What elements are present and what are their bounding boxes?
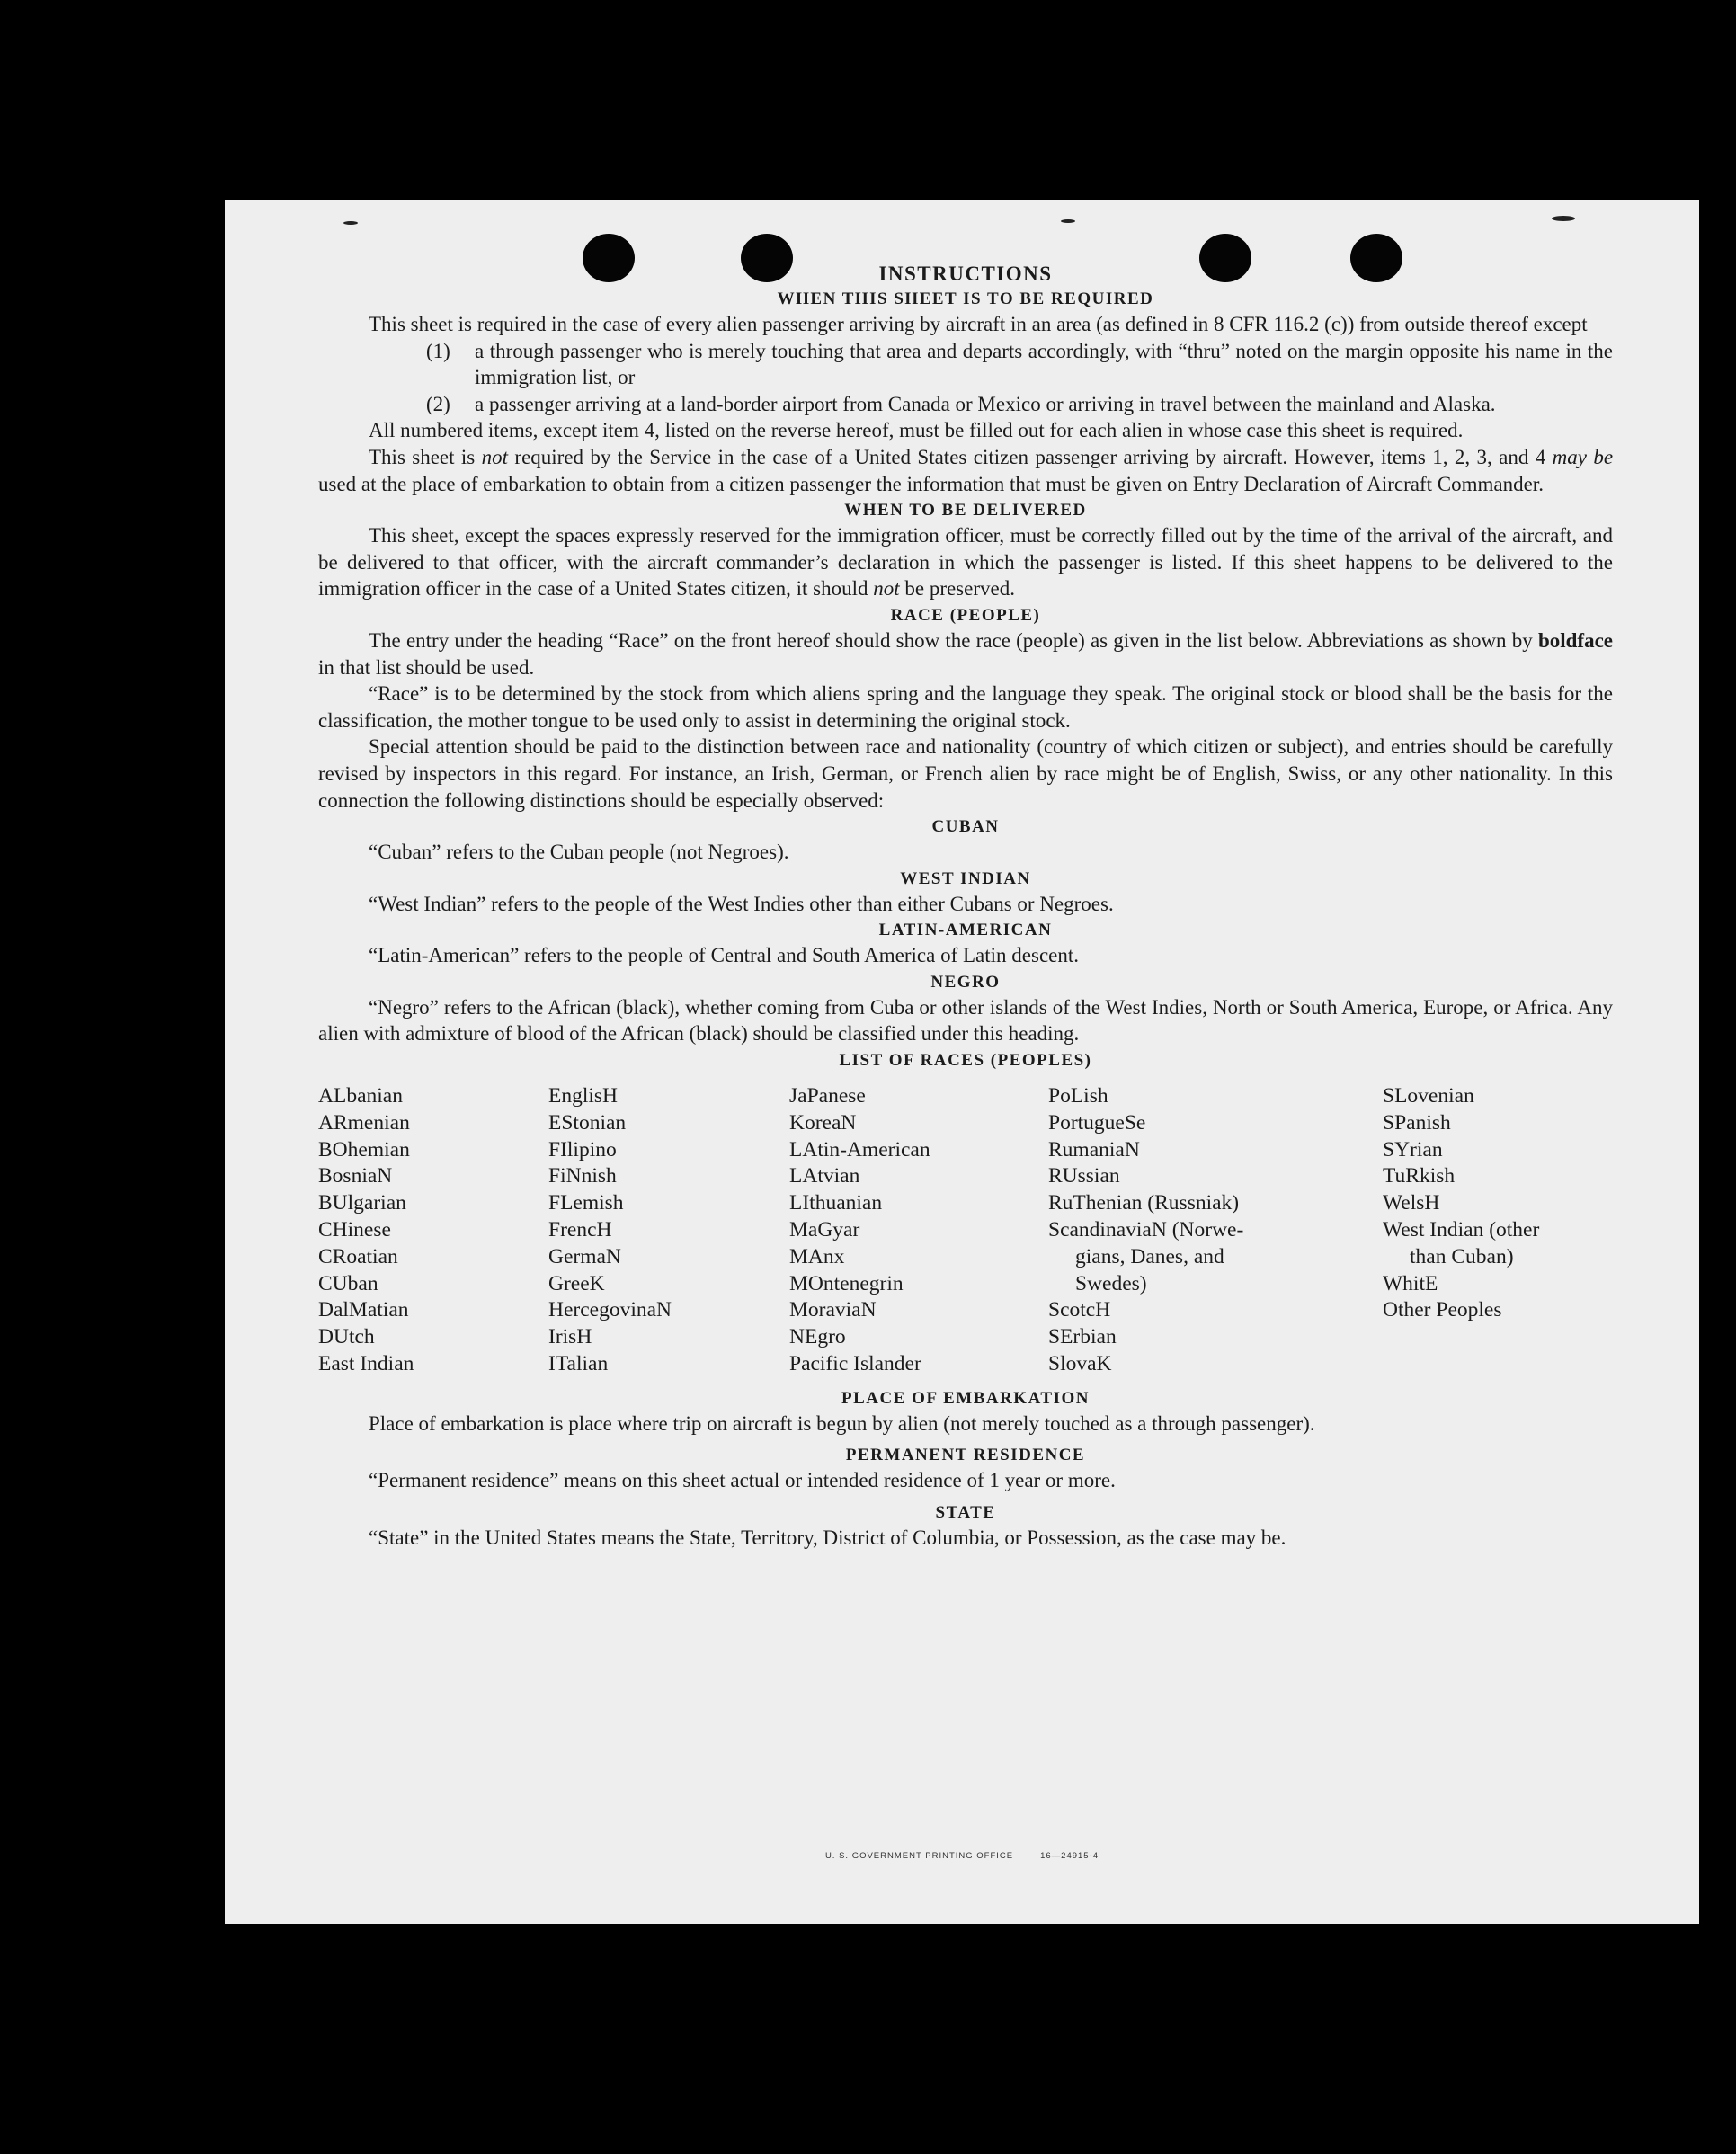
race-entry: DUtch [318, 1325, 375, 1349]
race-entry: ALbanian [318, 1084, 403, 1108]
race-entry: BosniaN [318, 1164, 393, 1188]
race-entry: SlovaK [1048, 1352, 1112, 1376]
race-entry: MAnx [789, 1244, 845, 1268]
heading-negro: NEGRO [930, 972, 1001, 992]
paragraph-delivered: This sheet, except the spaces expressly reserved for the immigration officer, must be correctly filled out by the time of the arrival of the aircraft, and be delivered to that officer, with the aircraft commander’s declaration in which the passenger is listed. If this sheet happens to be delivered to the immigration officer in the case of a United States citizen, it should not be preserved. [318, 524, 1613, 601]
race-entry: CUban [318, 1271, 378, 1295]
race-entry: West Indian (other [1383, 1218, 1540, 1242]
exception-item-2 [318, 391, 1613, 418]
ink-speck [343, 221, 358, 225]
exception-number: (1) [426, 339, 450, 362]
race-column [548, 1083, 789, 1378]
exception-item-1 [318, 338, 1613, 391]
paragraph-special-attention: Special attention should be paid to the distinction between race and nationality (country of which citizen or subject), and entries should be carefully revised by inspectors in this regard. For instance, an Irish, German, or French alien by race might be of English, Swiss, or any other nationality. In this connection the following distinctions should be especially observed: [318, 735, 1613, 812]
race-entry: ScandinaviaN (Norwe- [1048, 1218, 1244, 1242]
race-entry: RuThenian (Russniak) [1048, 1191, 1240, 1215]
race-entry: CHinese [318, 1218, 391, 1242]
race-entry: ScotcH [1048, 1298, 1111, 1322]
printer-imprint [225, 1851, 1699, 1861]
race-entry: GermaN [548, 1244, 621, 1268]
race-entry: TuRkish [1383, 1164, 1456, 1188]
race-entry: PoLish [1048, 1084, 1108, 1108]
race-entry: RumaniaN [1048, 1137, 1140, 1162]
race-entry-continuation: Swedes) [1075, 1271, 1147, 1295]
paragraph-race-stock: “Race” is to be determined by the stock from which aliens spring and the language they speak. The original stock or blood shall be the basis for the classification, the mother tongue to be used only to assist in determining the original stock. [318, 682, 1613, 732]
race-entry: BUlgarian [318, 1191, 406, 1215]
instructions-content [318, 261, 1613, 1552]
heading-when-delivered: WHEN TO BE DELIVERED [844, 501, 1087, 521]
race-entry: WhitE [1383, 1271, 1438, 1295]
heading-race: RACE (PEOPLE) [890, 605, 1041, 625]
race-entry-continuation: than Cuban) [1410, 1244, 1514, 1268]
ink-speck [1061, 219, 1075, 223]
heading-latin-american: LATIN-AMERICAN [878, 921, 1053, 940]
heading-list-of-races: LIST OF RACES (PEOPLES) [839, 1051, 1092, 1071]
race-entry: SPanish [1383, 1110, 1451, 1135]
definition-cuban: “Cuban” refers to the Cuban people (not Negroes). [369, 841, 789, 864]
heading-place-of-embarkation: PLACE OF EMBARKATION [841, 1388, 1090, 1408]
race-entry: SLovenian [1383, 1084, 1474, 1108]
race-entry: LAtvian [789, 1164, 860, 1188]
race-entry: HercegovinaN [548, 1298, 672, 1322]
exception-number: (2) [426, 392, 450, 415]
printer-name: U. S. GOVERNMENT PRINTING OFFICE [824, 1851, 1014, 1861]
definition-latin-american: “Latin-American” refers to the people of Central and South America of Latin descent. [369, 944, 1079, 967]
definition-negro: “Negro” refers to the African (black), whether coming from Cuba or other islands of the West Indies, North or South America, Europe, or Africa. Any alien with admixture of blood of the African (black) should be classified under this heading. [318, 995, 1613, 1046]
paragraph-numbered-items: All numbered items, except item 4, listed on the reverse hereof, must be filled out for each alien in whose case this sheet is required. [369, 419, 1464, 442]
race-entry: Pacific Islander [789, 1352, 921, 1376]
race-entry: FiNnish [548, 1164, 617, 1188]
race-entry: LIthuanian [789, 1191, 883, 1215]
race-entry: DalMatian [318, 1298, 409, 1322]
race-entry: MOntenegrin [789, 1271, 904, 1295]
race-entry: SErbian [1048, 1325, 1117, 1349]
paragraph-citizen: This sheet is not required by the Service in the case of a United States citizen passenger arriving by aircraft. However, items 1, 2, 3, and 4 may be used at the place of embarkation to obtain from a citizen passenger the information that must be given on Entry Declaration of Aircraft Commander. [318, 445, 1614, 495]
race-column [1383, 1083, 1598, 1378]
heading-west-indian: WEST INDIAN [900, 868, 1031, 888]
exception-text: a through passenger who is merely touching that area and departs accordingly, with “thru” noted on the margin opposite his name in the immigration list, or [475, 339, 1613, 389]
race-entry-continuation: gians, Danes, and [1075, 1244, 1224, 1268]
race-entry: IrisH [548, 1325, 592, 1349]
heading-instructions: INSTRUCTIONS [878, 263, 1053, 285]
race-entry: CRoatian [318, 1244, 398, 1268]
document-page [225, 200, 1699, 1924]
race-entry: FIlipino [548, 1137, 617, 1162]
race-entry: MaGyar [789, 1218, 860, 1242]
race-entry: NEgro [789, 1325, 846, 1349]
definition-embarkation: Place of embarkation is place where trip on aircraft is begun by alien (not merely touched as a through passenger). [369, 1411, 1315, 1435]
paragraph-required-intro: This sheet is required in the case of every alien passenger arriving by aircraft in an area (as defined in 8 CFR 116.2 (c)) from outside thereof except [369, 313, 1588, 335]
race-entry: JaPanese [789, 1084, 866, 1108]
heading-when-required: WHEN THIS SHEET IS TO BE REQUIRED [777, 289, 1154, 308]
form-number: 16—24915-4 [1040, 1851, 1099, 1861]
race-entry: LAtin-American [789, 1137, 930, 1162]
exception-text: a passenger arriving at a land-border airport from Canada or Mexico or arriving in travel between the mainland and Alaska. [475, 392, 1496, 415]
race-entry: FLemish [548, 1191, 624, 1215]
definition-permanent-residence: “Permanent residence” means on this sheet actual or intended residence of 1 year or more. [369, 1469, 1116, 1492]
heading-permanent-residence: PERMANENT RESIDENCE [845, 1446, 1086, 1465]
heading-cuban: CUBAN [931, 817, 1000, 837]
definition-west-indian: “West Indian” refers to the people of the West Indies other than either Cubans or Negroes. [369, 892, 1114, 915]
race-entry: ARmenian [318, 1110, 410, 1135]
race-entry: GreeK [548, 1271, 605, 1295]
race-entry: FrencH [548, 1218, 612, 1242]
race-entry: BOhemian [318, 1137, 410, 1162]
heading-state: STATE [935, 1503, 996, 1523]
paragraph-race-entry: The entry under the heading “Race” on the front hereof should show the race (people) as given in the list below. Abbreviations as shown by boldface in that list should be used. [318, 628, 1614, 679]
race-column [789, 1083, 1048, 1378]
definition-state: “State” in the United States means the State, Territory, District of Columbia, or Possession, as the case may be. [369, 1526, 1286, 1550]
ink-speck [1552, 216, 1575, 221]
race-entry: ITalian [548, 1352, 609, 1376]
race-entry: SYrian [1383, 1137, 1443, 1162]
race-entry: Other Peoples [1383, 1298, 1502, 1322]
race-entry: PortugueSe [1048, 1110, 1146, 1135]
race-entry: RUssian [1048, 1164, 1120, 1188]
race-entry: EStonian [548, 1110, 627, 1135]
race-list [318, 1083, 1613, 1378]
race-entry: WelsH [1383, 1191, 1440, 1215]
race-entry: MoraviaN [789, 1298, 877, 1322]
race-column [318, 1083, 548, 1378]
race-entry: KoreaN [789, 1110, 857, 1135]
race-entry: East Indian [318, 1352, 414, 1376]
race-entry: EnglisH [548, 1084, 619, 1108]
race-column [1048, 1083, 1383, 1378]
